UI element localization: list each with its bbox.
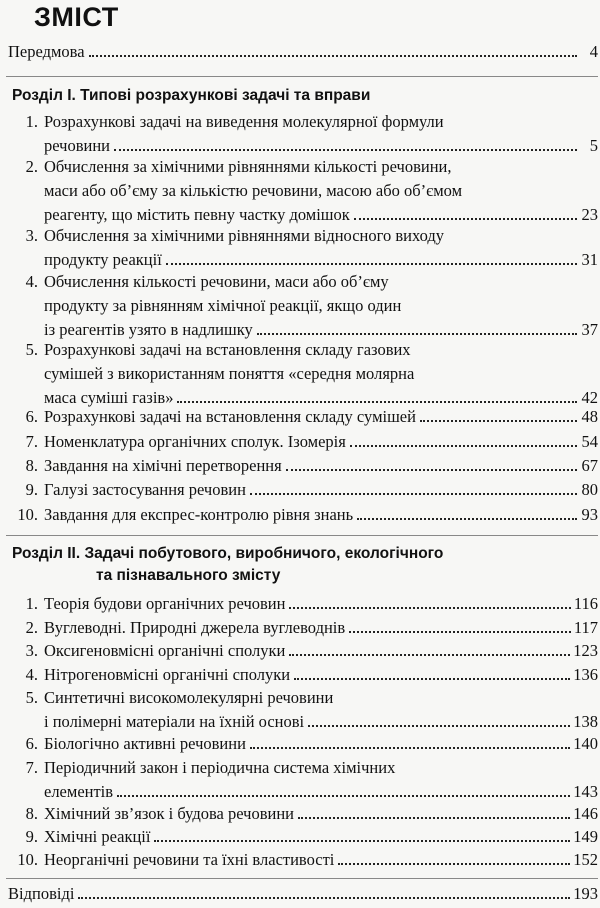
toc-entry[interactable] xyxy=(8,639,598,663)
toc-entry-text: маси або об’єму за кількістю речовини, масою або об’ємом xyxy=(44,181,463,200)
toc-entry-number: 8. xyxy=(25,456,38,475)
toc-entry[interactable] xyxy=(8,848,598,872)
toc-entry-text: Теорія будови органічних речовин xyxy=(44,594,286,613)
toc-entry[interactable] xyxy=(8,756,598,804)
dot-leader xyxy=(89,55,577,57)
toc-entry-text: Номенклатура органічних сполук. Ізомерія xyxy=(44,432,346,451)
section-heading-2 xyxy=(12,543,443,587)
toc-entry-number: 7. xyxy=(25,432,38,451)
toc-entry-text: Вуглеводні. Природні джерела вуглеводнів xyxy=(44,618,346,637)
toc-entry-text: Біологічно активні речовини xyxy=(44,734,246,753)
toc-entry-text: продукту за рівнянням хімічної реакції, якщо один xyxy=(44,296,402,315)
toc-entry-number: 1. xyxy=(25,594,38,613)
toc-entry[interactable] xyxy=(8,478,598,502)
toc-entry-number: 10. xyxy=(17,505,38,524)
dot-leader xyxy=(289,654,570,656)
toc-entry[interactable] xyxy=(8,732,598,756)
toc-page-number: 48 xyxy=(581,407,598,426)
divider xyxy=(6,535,598,536)
toc-page-number: 37 xyxy=(581,320,598,339)
toc-entry-label: Передмова xyxy=(8,42,85,61)
dot-leader xyxy=(289,607,570,609)
toc-entry-text: сумішей з використанням поняття «середня молярна xyxy=(44,364,415,383)
toc-entry-number: 9. xyxy=(25,480,38,499)
toc-entry-text: Галузі застосування речовин xyxy=(44,480,246,499)
dot-leader xyxy=(166,263,577,265)
dot-leader xyxy=(154,840,570,842)
toc-entry-text: Оксигеновмісні органічні сполуки xyxy=(44,641,286,660)
toc-entry-text: Синтетичні високомолекулярні речовини xyxy=(44,688,334,707)
toc-entry[interactable] xyxy=(8,454,598,478)
toc-entry-number: 8. xyxy=(25,804,38,823)
dot-leader xyxy=(350,445,577,447)
toc-entry-text: Розрахункові задачі на встановлення складу газових xyxy=(44,340,411,359)
dot-leader xyxy=(349,631,571,633)
toc-entry[interactable] xyxy=(8,405,598,429)
toc-entry-text: Нітрогеновмісні органічні сполуки xyxy=(44,665,291,684)
section-heading-line: Розділ ІІ. Задачі побутового, виробничого, екологічного xyxy=(12,545,444,562)
toc-page-number: 136 xyxy=(573,665,598,684)
toc-entry-number: 6. xyxy=(25,734,38,753)
toc-page-number: 4 xyxy=(589,42,598,61)
dot-leader xyxy=(298,817,570,819)
toc-entry-number: 4. xyxy=(25,665,38,684)
toc-entry[interactable] xyxy=(8,663,598,687)
toc-entry-number: 1. xyxy=(25,112,38,131)
toc-entry-number: 9. xyxy=(25,827,38,846)
dot-leader xyxy=(308,725,570,727)
toc-page-number: 143 xyxy=(573,782,598,801)
toc-page-number: 93 xyxy=(581,505,598,524)
toc-page-number: 193 xyxy=(573,884,598,903)
toc-entry-text: Обчислення за хімічними рівняннями кількості речовини, xyxy=(44,157,452,176)
toc-entry-number: 5. xyxy=(25,340,38,359)
toc-entry-text: Завдання на хімічні перетворення xyxy=(44,456,282,475)
toc-entry-label: Відповіді xyxy=(8,884,75,903)
toc-entry-text: із реагентів узято в надлишку xyxy=(44,320,253,339)
toc-entry-text: маса суміші газів» xyxy=(44,388,174,407)
toc-entry[interactable] xyxy=(8,825,598,849)
toc-entry-number: 4. xyxy=(25,272,38,291)
toc-page-number: 116 xyxy=(573,594,598,613)
toc-entry-text: і полімерні матеріали на їхній основі xyxy=(44,712,305,731)
toc-entry-text: речовини xyxy=(44,136,110,155)
toc-entry-text: Розрахункові задачі на встановлення складу сумішей xyxy=(44,407,416,426)
toc-page-number: 152 xyxy=(573,850,598,869)
toc-entry-text: Розрахункові задачі на виведення молекулярної формули xyxy=(44,112,444,131)
dot-leader xyxy=(257,333,577,335)
toc-page-number: 140 xyxy=(573,734,598,753)
toc-page-number: 149 xyxy=(573,827,598,846)
toc-entry-number: 3. xyxy=(25,226,38,245)
toc-page-number: 42 xyxy=(581,388,598,407)
toc-page-number: 123 xyxy=(573,641,598,660)
dot-leader xyxy=(177,401,577,403)
toc-page-number: 23 xyxy=(581,205,598,224)
dot-leader xyxy=(294,678,570,680)
dot-leader xyxy=(250,493,577,495)
toc-entry-text: Хімічні реакції xyxy=(44,827,151,846)
toc-entry[interactable] xyxy=(8,224,598,272)
toc-entry-text: продукту реакції xyxy=(44,250,162,269)
dot-leader xyxy=(286,469,577,471)
toc-entry-number: 2. xyxy=(25,618,38,637)
toc-entry-number: 5. xyxy=(25,688,38,707)
toc-entry-text: Обчислення кількості речовини, маси або об’єму xyxy=(44,272,389,291)
toc-page-number: 67 xyxy=(581,456,598,475)
toc-entry-number: 10. xyxy=(17,850,38,869)
toc-page-number: 80 xyxy=(581,480,598,499)
toc-page-number: 146 xyxy=(573,804,598,823)
toc-entry-number: 6. xyxy=(25,407,38,426)
dot-leader xyxy=(357,518,577,520)
toc-entry-text: Неорганічні речовини та їхні властивості xyxy=(44,850,335,869)
toc-entry-number: 3. xyxy=(25,641,38,660)
toc-page-number: 5 xyxy=(589,136,598,155)
toc-entry[interactable] xyxy=(8,592,598,616)
divider xyxy=(6,76,598,77)
toc-entry[interactable] xyxy=(8,503,598,527)
toc-entry[interactable] xyxy=(8,110,598,158)
toc-entry[interactable] xyxy=(8,338,598,410)
toc-entry[interactable] xyxy=(8,155,598,227)
toc-entry-text: Завдання для експрес-контролю рівня знань xyxy=(44,505,354,524)
toc-entry-text: Обчислення за хімічними рівняннями відносного виходу xyxy=(44,226,444,245)
toc-entry[interactable] xyxy=(8,430,598,454)
section-heading-1: Розділ І. Типові розрахункові задачі та вправи xyxy=(12,87,371,104)
dot-leader xyxy=(338,863,570,865)
toc-entry-text: Хімічний зв’язок і будова речовини xyxy=(44,804,294,823)
dot-leader xyxy=(78,897,570,899)
toc-entry[interactable] xyxy=(8,616,598,640)
dot-leader xyxy=(250,747,570,749)
toc-page-number: 138 xyxy=(573,712,598,731)
toc-entry-text: реагенту, що містить певну частку домішок xyxy=(44,205,350,224)
toc-entry[interactable] xyxy=(8,686,598,734)
toc-entry[interactable] xyxy=(8,270,598,342)
dot-leader xyxy=(117,795,570,797)
toc-entry-text: Періодичний закон і періодична система хімічних xyxy=(44,758,396,777)
toc-entry-preface[interactable] xyxy=(8,40,598,64)
toc-page-number: 31 xyxy=(581,250,598,269)
dot-leader xyxy=(114,149,577,151)
toc-page-number: 54 xyxy=(581,432,598,451)
toc-entry-text: елементів xyxy=(44,782,114,801)
dot-leader xyxy=(420,420,577,422)
page-title: ЗМІСТ xyxy=(34,2,119,32)
toc-entry-answers[interactable] xyxy=(8,882,598,906)
toc-page-number: 117 xyxy=(573,618,598,637)
toc-entry-number: 2. xyxy=(25,157,38,176)
toc-entry[interactable] xyxy=(8,802,598,826)
section-heading-line: та пізнавального змісту xyxy=(96,567,281,584)
dot-leader xyxy=(354,218,577,220)
toc-entry-number: 7. xyxy=(25,758,38,777)
divider xyxy=(6,878,598,879)
